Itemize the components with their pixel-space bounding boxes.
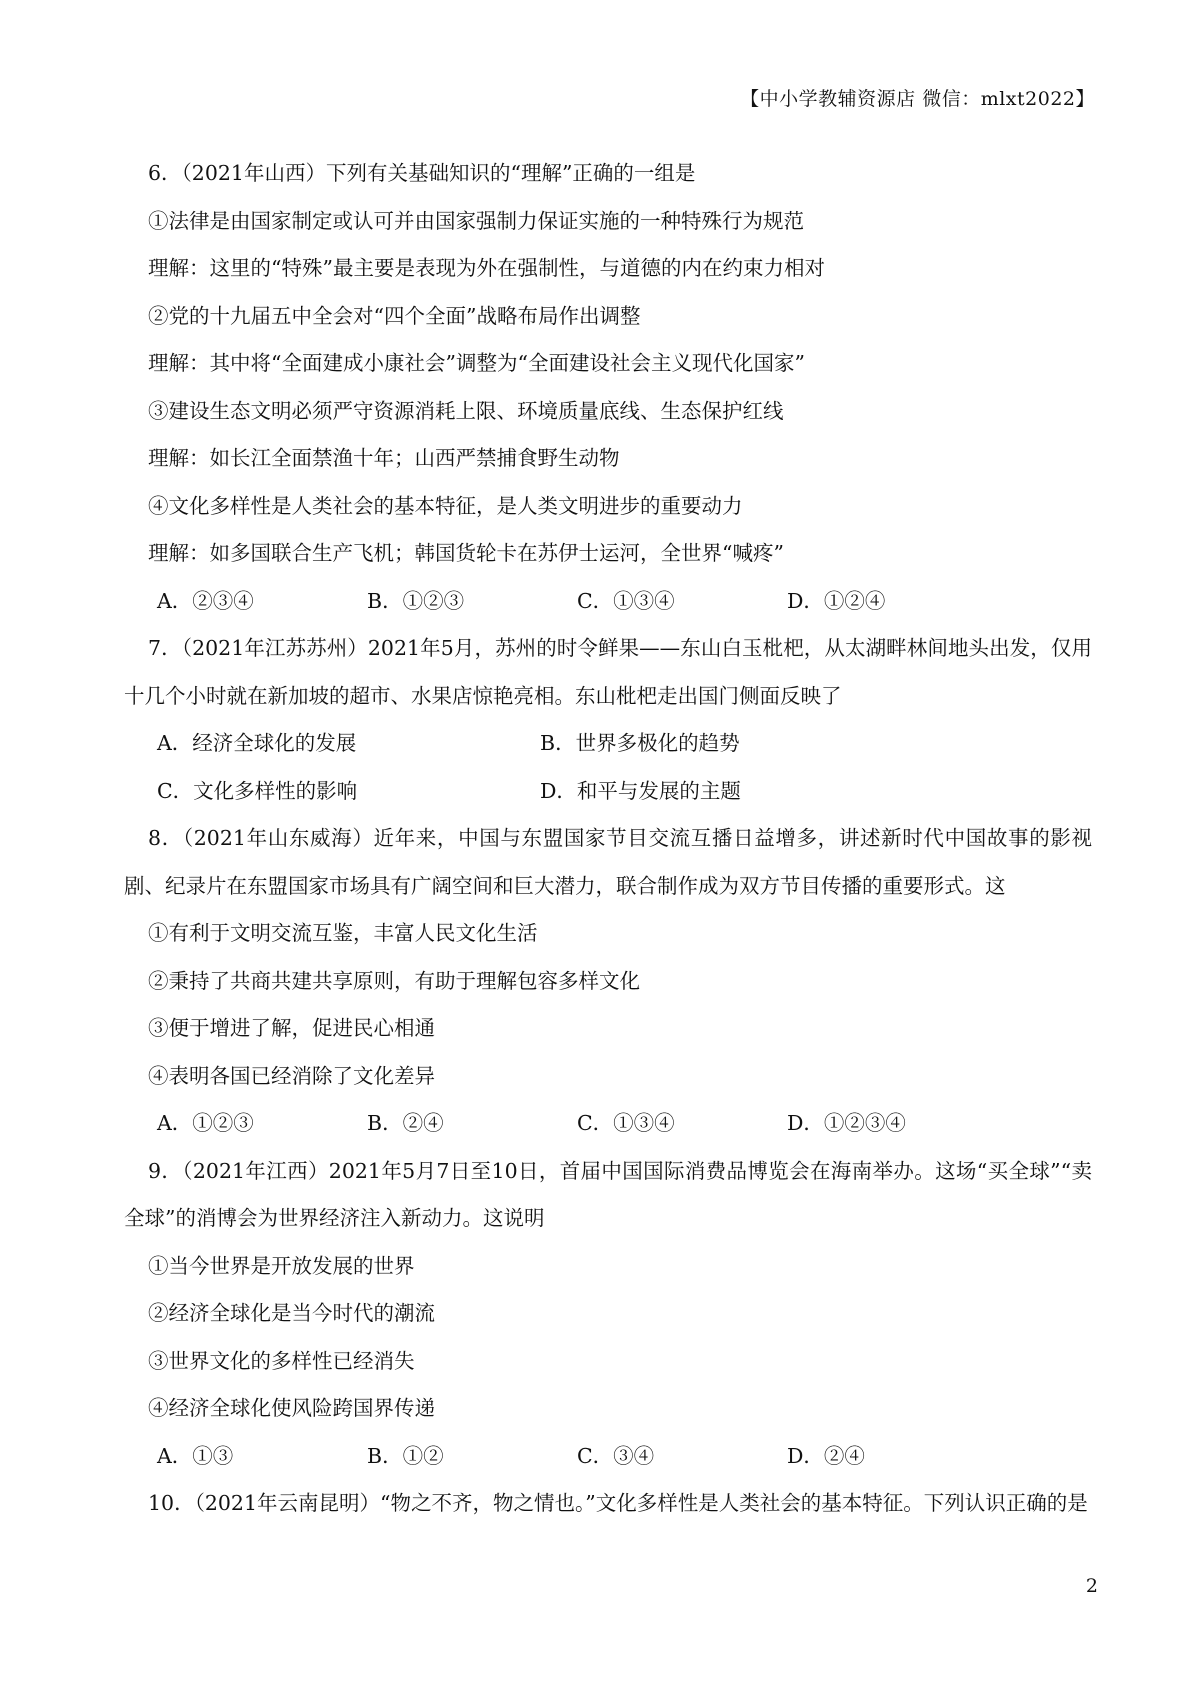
- page-header: 【中小学教辅资源店 微信：mlxt2022】: [740, 88, 1095, 110]
- question-item: 理解：如多国联合生产飞机；韩国货轮卡在苏伊士运河，全世界“喊疼”: [148, 541, 784, 565]
- option-a[interactable]: A．①②③: [157, 1111, 254, 1135]
- question-item: ①法律是由国家制定或认可并由国家强制力保证实施的一种特殊行为规范: [148, 208, 804, 233]
- answer-options: [124, 578, 1092, 626]
- question-item: ②秉持了共商共建共享原则，有助于理解包容多样文化: [148, 968, 640, 993]
- answer-options: [124, 1433, 1092, 1481]
- option-d[interactable]: D．②④: [787, 1443, 865, 1468]
- question-stem: 9．（2021年江西）2021年5月7日至10日，首届中国国际消费品博览会在海南举办。这场“买全球”“卖全球”的消博会为世界经济注入新动力。这说明: [124, 1158, 1092, 1230]
- question-item: ④经济全球化使风险跨国界传递: [148, 1396, 435, 1420]
- question-item: ④文化多样性是人类社会的基本特征，是人类文明进步的重要动力: [148, 493, 743, 518]
- question-item: 理解：这里的“特殊”最主要是表现为外在强制性，与道德的内在约束力相对: [148, 256, 825, 280]
- page-content: [124, 150, 1092, 1528]
- question-10: [124, 1480, 1092, 1528]
- option-c[interactable]: C．①③④: [577, 588, 675, 613]
- option-d[interactable]: D．①②③④: [787, 1111, 906, 1135]
- option-a[interactable]: A．①③: [157, 1443, 234, 1468]
- option-b[interactable]: B．②④: [367, 1111, 444, 1135]
- question-item: ②经济全球化是当今时代的潮流: [148, 1301, 435, 1325]
- option-d[interactable]: D．①②④: [787, 588, 886, 613]
- question-stem: 7．（2021年江苏苏州）2021年5月，苏州的时令鲜果——东山白玉枇杷，从太湖畔林间地头出发，仅用十几个小时就在新加坡的超市、水果店惊艳亮相。东山枇杷走出国门侧面反映了: [124, 636, 1092, 708]
- option-b[interactable]: B．①②③: [367, 588, 465, 613]
- option-d[interactable]: D．和平与发展的主题: [540, 778, 741, 803]
- question-item: 理解：其中将“全面建成小康社会”调整为“全面建设社会主义现代化国家”: [148, 351, 805, 375]
- question-item: ④表明各国已经消除了文化差异: [148, 1063, 435, 1088]
- question-6: [124, 150, 1092, 625]
- option-c[interactable]: C．③④: [577, 1443, 655, 1468]
- question-item: ③建设生态文明必须严守资源消耗上限、环境质量底线、生态保护红线: [148, 398, 784, 423]
- answer-options: [124, 768, 1092, 816]
- question-item: ①当今世界是开放发展的世界: [148, 1253, 415, 1278]
- question-stem: 6．（2021年山西）下列有关基础知识的“理解”正确的一组是: [148, 161, 696, 185]
- answer-options: [124, 1100, 1092, 1148]
- option-a[interactable]: A．经济全球化的发展: [157, 731, 357, 755]
- option-b[interactable]: B．①②: [367, 1443, 444, 1468]
- question-stem: 8．（2021年山东威海）近年来，中国与东盟国家节目交流互播日益增多，讲述新时代中国故事的影视剧、纪录片在东盟国家市场具有广阔空间和巨大潜力，联合制作成为双方节目传播的重要形式。这: [124, 826, 1092, 898]
- question-item: ①有利于文明交流互鉴，丰富人民文化生活: [148, 921, 538, 945]
- option-b[interactable]: B．世界多极化的趋势: [540, 731, 740, 755]
- question-7: [124, 625, 1092, 815]
- option-a[interactable]: A．②③④: [157, 588, 254, 613]
- question-item: 理解：如长江全面禁渔十年；山西严禁捕食野生动物: [148, 446, 620, 470]
- question-item: ②党的十九届五中全会对“四个全面”战略布局作出调整: [148, 303, 641, 328]
- question-9: [124, 1148, 1092, 1481]
- question-8: [124, 815, 1092, 1148]
- option-c[interactable]: C．文化多样性的影响: [157, 778, 358, 803]
- question-item: ③便于增进了解，促进民心相通: [148, 1016, 435, 1040]
- option-c[interactable]: C．①③④: [577, 1111, 675, 1135]
- page-number: 2: [1085, 1575, 1098, 1597]
- answer-options: [124, 720, 1092, 768]
- question-item: ③世界文化的多样性已经消失: [148, 1348, 415, 1373]
- question-stem: 10．（2021年云南昆明）“物之不齐，物之情也。”文化多样性是人类社会的基本特征。下列认识正确的是: [148, 1491, 1088, 1515]
